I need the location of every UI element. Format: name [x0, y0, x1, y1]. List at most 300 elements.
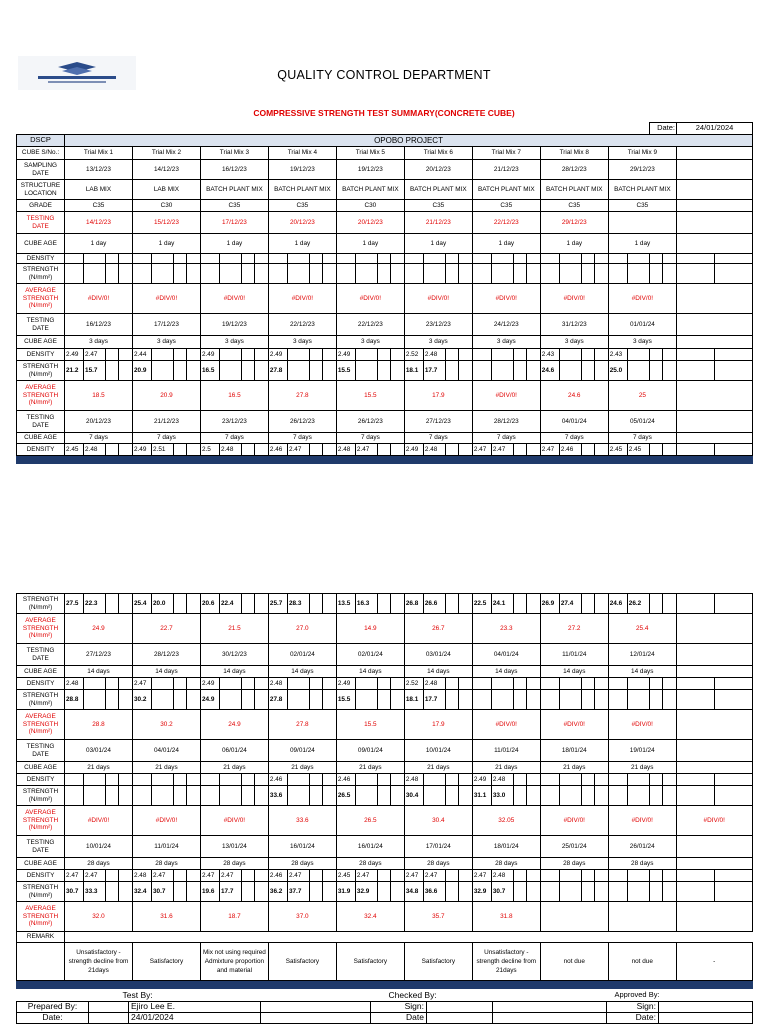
empty-cell — [119, 264, 133, 284]
empty-cell — [513, 254, 527, 264]
grade: C35 — [608, 200, 676, 212]
cube-age: 7 days — [200, 433, 268, 444]
density-d — [595, 870, 609, 882]
strength-c — [309, 690, 323, 710]
grade: C30 — [132, 200, 200, 212]
average-strength: 27.8 — [268, 381, 336, 411]
density-b: 2.47 — [287, 444, 309, 456]
density-c — [309, 349, 323, 361]
extra-cell — [677, 264, 715, 284]
strength-c — [377, 690, 391, 710]
density-d — [187, 349, 201, 361]
density-b — [491, 349, 513, 361]
density-d — [255, 774, 269, 786]
average-strength: #DIV/0! — [336, 284, 404, 314]
empty-cell — [423, 254, 445, 264]
empty-cell — [255, 264, 269, 284]
table-row — [17, 858, 753, 870]
strength-a — [132, 786, 151, 806]
strength-a: 34.8 — [404, 882, 423, 902]
density-b: 2.48 — [423, 349, 445, 361]
empty-cell — [200, 254, 219, 264]
extra-cell — [677, 336, 753, 349]
density-d — [459, 678, 473, 690]
empty-cell — [119, 254, 133, 264]
density-d — [595, 349, 609, 361]
strength-b — [219, 690, 241, 710]
testing-date: 21/12/23 — [132, 411, 200, 433]
grade: C35 — [472, 200, 540, 212]
empty-cell — [377, 254, 391, 264]
extra-cell — [676, 678, 714, 690]
cube-age: 14 days — [540, 666, 608, 678]
density-b — [355, 774, 377, 786]
row-label: TESTING DATE — [17, 212, 65, 234]
density-d — [391, 774, 405, 786]
density-c — [377, 870, 391, 882]
cube-number: Trial Mix 7 — [472, 147, 540, 160]
average-strength: #DIV/0! — [132, 806, 200, 836]
average-strength: 33.6 — [268, 806, 336, 836]
strength-b — [84, 690, 106, 710]
cube-age: 28 days — [404, 858, 472, 870]
strength-d — [323, 361, 337, 381]
strength-c — [241, 882, 255, 902]
density-c — [173, 349, 187, 361]
density-c — [377, 444, 391, 456]
average-strength: #DIV/0! — [65, 284, 133, 314]
testing-date: 14/12/23 — [65, 212, 133, 234]
density-a — [65, 774, 84, 786]
testing-date: 19/01/24 — [608, 740, 676, 762]
density-d — [187, 678, 201, 690]
testing-date: 15/12/23 — [132, 212, 200, 234]
testing-date: 02/01/24 — [268, 644, 336, 666]
report-subtitle: COMPRESSIVE STRENGTH TEST SUMMARY(CONCRETE CUBE) — [253, 108, 515, 118]
empty-cell — [527, 264, 541, 284]
density-d — [595, 678, 609, 690]
table-row — [17, 411, 753, 433]
density-a: 2.46 — [268, 444, 287, 456]
density-c — [513, 774, 527, 786]
strength-b — [355, 690, 377, 710]
strength-c — [649, 690, 663, 710]
strength-c — [241, 690, 255, 710]
strength-c — [309, 882, 323, 902]
extra-cell — [715, 264, 753, 284]
density-b — [627, 774, 649, 786]
table-row — [17, 361, 753, 381]
strength-a — [540, 690, 559, 710]
row-label: STRENGTH (N/mm²) — [17, 264, 65, 284]
testing-date: 05/01/24 — [608, 411, 676, 433]
density-c — [649, 678, 663, 690]
density-a: 2.49 — [65, 349, 84, 361]
testing-date: 02/01/24 — [336, 644, 404, 666]
strength-b — [559, 882, 581, 902]
density-c — [105, 678, 119, 690]
average-strength: 21.5 — [200, 614, 268, 644]
density-b: 2.48 — [84, 444, 106, 456]
density-c — [241, 774, 255, 786]
remark-text: Unsatisfactory - strength decline from 21days — [65, 943, 133, 981]
density-a: 2.52 — [404, 349, 423, 361]
density-d — [391, 349, 405, 361]
strength-a: 32.9 — [472, 882, 491, 902]
density-a — [608, 678, 627, 690]
cube-age: 1 day — [540, 234, 608, 254]
strength-a: 13.5 — [336, 594, 355, 614]
average-strength: 37.0 — [268, 902, 336, 932]
extra-cell — [676, 858, 752, 870]
cube-age: 14 days — [65, 666, 133, 678]
empty-cell — [84, 254, 106, 264]
date-value: 24/01/2024 — [677, 123, 753, 135]
cube-age: 28 days — [65, 858, 133, 870]
density-d — [323, 349, 337, 361]
strength-d — [595, 690, 609, 710]
strength-a: 18.1 — [404, 690, 423, 710]
strength-d — [187, 882, 201, 902]
table-row — [17, 456, 753, 464]
strength-c — [173, 882, 187, 902]
average-strength: #DIV/0! — [472, 284, 540, 314]
density-a — [200, 774, 219, 786]
strength-b: 33.0 — [491, 786, 513, 806]
average-strength: 31.8 — [472, 902, 540, 932]
density-b — [355, 678, 377, 690]
density-b — [559, 349, 581, 361]
density-d — [255, 870, 269, 882]
density-b — [152, 774, 174, 786]
density-c — [241, 349, 255, 361]
empty-cell — [595, 264, 609, 284]
density-d — [663, 349, 677, 361]
strength-c — [649, 786, 663, 806]
cube-age: 7 days — [336, 433, 404, 444]
table-row — [17, 264, 753, 284]
density-c — [377, 678, 391, 690]
density-a: 2.47 — [132, 678, 151, 690]
average-strength: #DIV/0! — [404, 284, 472, 314]
density-a: 2.48 — [65, 678, 84, 690]
empty-cell — [513, 264, 527, 284]
density-c — [513, 870, 527, 882]
density-d — [595, 774, 609, 786]
strength-a — [608, 786, 627, 806]
empty-cell — [241, 264, 255, 284]
extra-cell — [677, 147, 753, 160]
average-strength — [608, 902, 676, 932]
page-title: QUALITY CONTROL DEPARTMENT — [277, 68, 491, 82]
strength-d — [663, 361, 677, 381]
cube-age: 14 days — [268, 666, 336, 678]
blank-header — [17, 123, 650, 135]
average-strength: 27.0 — [268, 614, 336, 644]
empty-cell — [595, 254, 609, 264]
cube-age: 14 days — [404, 666, 472, 678]
strength-c — [105, 361, 119, 381]
empty-cell — [65, 254, 84, 264]
cube-age: 7 days — [608, 433, 676, 444]
density-b — [84, 678, 106, 690]
density-b: 2.47 — [287, 870, 309, 882]
density-c — [105, 870, 119, 882]
density-b — [152, 349, 174, 361]
banner-bar — [17, 981, 753, 989]
testing-date: 04/01/24 — [472, 644, 540, 666]
strength-a: 26.5 — [336, 786, 355, 806]
extra-cell — [676, 614, 752, 644]
density-b — [627, 349, 649, 361]
cube-age: 7 days — [404, 433, 472, 444]
grade: C35 — [404, 200, 472, 212]
structure-location: LAB MIX — [132, 180, 200, 200]
strength-c — [445, 690, 459, 710]
strength-a — [472, 361, 491, 381]
empty-cell — [65, 264, 84, 284]
cube-number: Trial Mix 4 — [268, 147, 336, 160]
table-row — [17, 180, 753, 200]
strength-c — [649, 594, 663, 614]
density-d — [663, 870, 677, 882]
testing-date: 27/12/23 — [404, 411, 472, 433]
strength-a: 25.0 — [608, 361, 627, 381]
testing-date: 21/12/23 — [404, 212, 472, 234]
table-row — [17, 284, 753, 314]
density-b — [423, 774, 445, 786]
testing-date: 17/12/23 — [200, 212, 268, 234]
strength-a: 24.6 — [540, 361, 559, 381]
strength-d — [187, 690, 201, 710]
extra-cell — [676, 644, 752, 666]
testing-date: 20/12/23 — [268, 212, 336, 234]
density-c — [241, 678, 255, 690]
density-a: 2.48 — [336, 444, 355, 456]
strength-b — [559, 786, 581, 806]
extra-cell — [676, 690, 714, 710]
average-strength: 30.4 — [404, 806, 472, 836]
density-d — [323, 678, 337, 690]
cube-age: 3 days — [65, 336, 133, 349]
cube-age: 21 days — [65, 762, 133, 774]
cube-number: Trial Mix 9 — [608, 147, 676, 160]
testing-date: 16/01/24 — [336, 836, 404, 858]
strength-b: 32.9 — [355, 882, 377, 902]
cube-age: 3 days — [336, 336, 404, 349]
empty-cell — [540, 254, 559, 264]
extra-cell — [676, 882, 714, 902]
row-label: CUBE AGE — [17, 336, 65, 349]
testing-date: 22/12/23 — [268, 314, 336, 336]
strength-d — [459, 361, 473, 381]
strength-c — [445, 882, 459, 902]
cube-age: 7 days — [540, 433, 608, 444]
grade: C30 — [336, 200, 404, 212]
empty-cell — [540, 264, 559, 284]
density-b: 2.45 — [627, 444, 649, 456]
cube-age: 28 days — [540, 858, 608, 870]
strength-b — [84, 786, 106, 806]
row-label: AVERAGE STRENGTH (N/mm²) — [17, 614, 65, 644]
strength-b — [491, 361, 513, 381]
density-b: 2.48 — [423, 444, 445, 456]
strength-c — [377, 361, 391, 381]
empty-cell — [309, 264, 323, 284]
density-c — [581, 870, 595, 882]
strength-a: 26.8 — [404, 594, 423, 614]
testing-date: 23/12/23 — [200, 411, 268, 433]
row-label: STRENGTH (N/mm²) — [17, 690, 65, 710]
table-row — [17, 806, 753, 836]
row-label: TESTING DATE — [17, 644, 65, 666]
strength-d — [391, 690, 405, 710]
density-c — [309, 678, 323, 690]
testing-date: 18/01/24 — [540, 740, 608, 762]
cube-age: 21 days — [268, 762, 336, 774]
table-row — [17, 666, 753, 678]
density-c — [173, 444, 187, 456]
strength-c — [309, 594, 323, 614]
strength-b: 17.7 — [423, 361, 445, 381]
strength-d — [527, 882, 541, 902]
cube-age: 21 days — [336, 762, 404, 774]
strength-a: 24.6 — [608, 594, 627, 614]
strength-b — [152, 690, 174, 710]
average-strength: #DIV/0! — [540, 806, 608, 836]
structure-location: BATCH PLANT MIX — [336, 180, 404, 200]
strength-a: 31.1 — [472, 786, 491, 806]
remark-text: not due — [540, 943, 608, 981]
strength-c — [105, 786, 119, 806]
strength-d — [323, 786, 337, 806]
results-table-lower — [16, 593, 753, 989]
extra-cell — [714, 870, 752, 882]
density-a — [472, 678, 491, 690]
empty-cell — [152, 264, 174, 284]
results-table-upper — [16, 122, 753, 464]
density-c — [377, 774, 391, 786]
remark-spacer — [65, 932, 753, 943]
strength-b: 27.4 — [559, 594, 581, 614]
testing-date: 20/12/23 — [336, 212, 404, 234]
density-c — [377, 349, 391, 361]
average-strength: #DIV/0! — [268, 284, 336, 314]
strength-b: 22.4 — [219, 594, 241, 614]
cube-age: 28 days — [268, 858, 336, 870]
testing-date: 26/01/24 — [608, 836, 676, 858]
density-d — [323, 444, 337, 456]
strength-b: 16.3 — [355, 594, 377, 614]
density-a — [132, 774, 151, 786]
density-a — [540, 774, 559, 786]
density-b: 2.47 — [84, 870, 106, 882]
average-strength: 32.0 — [65, 902, 133, 932]
testing-date: 19/12/23 — [200, 314, 268, 336]
testing-date: 12/01/24 — [608, 644, 676, 666]
strength-b: 33.3 — [84, 882, 106, 902]
table-row — [17, 644, 753, 666]
density-c — [445, 870, 459, 882]
cube-age: 7 days — [472, 433, 540, 444]
empty-cell — [323, 264, 337, 284]
density-c — [581, 774, 595, 786]
testing-date: 27/12/23 — [65, 644, 133, 666]
average-strength: #DIV/0! — [65, 806, 133, 836]
empty-cell — [527, 254, 541, 264]
strength-d — [391, 594, 405, 614]
density-b: 2.46 — [559, 444, 581, 456]
approved-sign-label: Sign: — [607, 1001, 659, 1012]
cube-age: 14 days — [336, 666, 404, 678]
remark-text: not due — [608, 943, 676, 981]
date-label: Date: — [649, 123, 676, 135]
extra-cell — [677, 381, 753, 411]
empty-cell — [105, 254, 119, 264]
strength-d — [391, 361, 405, 381]
average-strength: 28.8 — [65, 710, 133, 740]
preparer-name: Ejiro Lee E. — [129, 1001, 261, 1012]
strength-b — [491, 690, 513, 710]
average-strength: 35.7 — [404, 902, 472, 932]
empty-cell — [559, 264, 581, 284]
density-b: 2.48 — [219, 444, 241, 456]
structure-location: BATCH PLANT MIX — [404, 180, 472, 200]
strength-b: 22.3 — [84, 594, 106, 614]
row-label: TESTING DATE — [17, 740, 65, 762]
average-strength: #DIV/0! — [200, 806, 268, 836]
cube-age: 21 days — [132, 762, 200, 774]
checked-sign-label: Sign: — [371, 1001, 427, 1012]
average-strength: 17.9 — [404, 381, 472, 411]
density-b: 2.47 — [423, 870, 445, 882]
empty-cell — [559, 254, 581, 264]
empty-cell — [627, 254, 649, 264]
strength-b — [152, 361, 174, 381]
dscp-label: DSCP — [17, 135, 65, 147]
table-row — [17, 314, 753, 336]
empty-cell — [581, 264, 595, 284]
row-label: CUBE AGE — [17, 858, 65, 870]
density-a: 2.49 — [472, 774, 491, 786]
strength-a: 30.2 — [132, 690, 151, 710]
strength-d — [459, 882, 473, 902]
banner-bar — [17, 456, 753, 464]
cube-age: 1 day — [200, 234, 268, 254]
testing-date: 04/01/24 — [540, 411, 608, 433]
strength-b — [627, 361, 649, 381]
empty-cell — [663, 254, 677, 264]
test-by-label: Test By: — [122, 990, 153, 1000]
strength-d — [527, 786, 541, 806]
testing-date: 31/12/23 — [540, 314, 608, 336]
remark-text: Satisfactory — [404, 943, 472, 981]
strength-d — [187, 786, 201, 806]
row-label: CUBE AGE — [17, 234, 65, 254]
strength-a — [472, 690, 491, 710]
sampling-date: 29/12/23 — [608, 160, 676, 180]
strength-c — [649, 361, 663, 381]
density-d — [527, 678, 541, 690]
cube-age: 1 day — [472, 234, 540, 254]
density-d — [527, 444, 541, 456]
density-b: 2.47 — [152, 870, 174, 882]
extra-cell — [677, 314, 753, 336]
density-c — [105, 444, 119, 456]
table-row — [17, 786, 753, 806]
row-label: DENSITY — [17, 870, 65, 882]
prepared-by-label: Prepared By: — [17, 1001, 89, 1012]
